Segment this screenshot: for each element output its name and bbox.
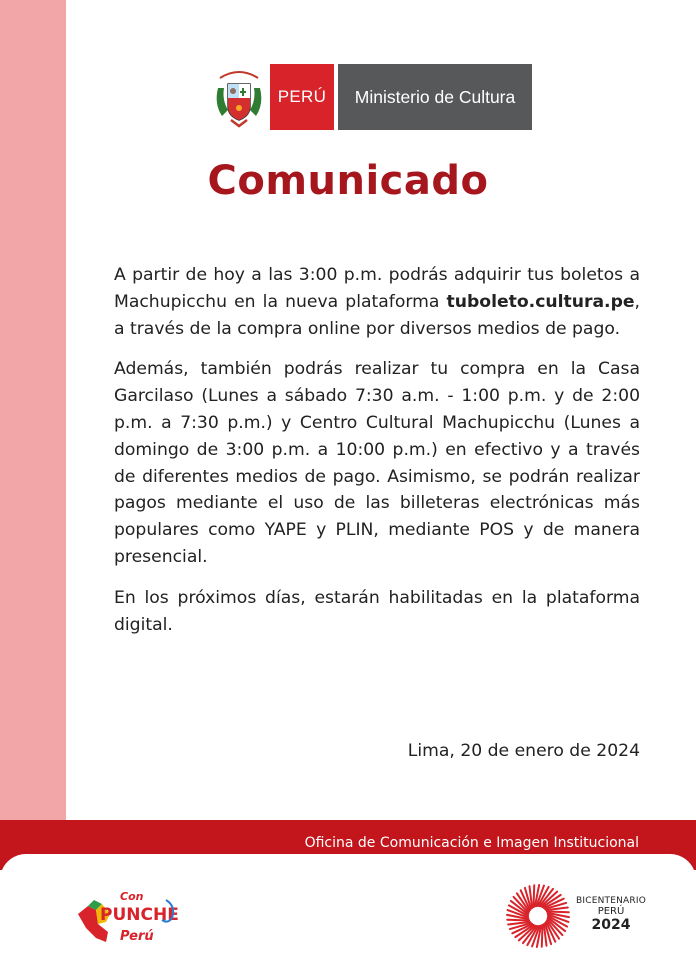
paragraph-3: En los próximos días, estarán habilitadas en la plataforma digital. <box>114 587 640 635</box>
peru-label: PERÚ <box>277 87 327 106</box>
con-punche-peru-logo-icon <box>72 884 182 950</box>
svg-text:PUNCHE: PUNCHE <box>100 905 179 925</box>
peru-brand-box <box>270 64 334 130</box>
bicentenario-burst-icon <box>504 882 572 950</box>
bicentenario-line-2: PERÚ <box>597 906 625 917</box>
bicentenario-line-3: 2024 <box>591 917 631 933</box>
svg-text:Perú: Perú <box>120 929 154 944</box>
dateline: Lima, 20 de enero de 2024 <box>407 741 640 761</box>
bicentenario-text <box>576 896 646 933</box>
paragraph-1-end: , a través de la compra online por diversos medios de pago. <box>114 291 640 339</box>
peru-coat-of-arms-icon <box>214 64 264 130</box>
ticket-website: tuboleto.cultura.pe <box>446 291 635 312</box>
bicentenario-line-1: BICENTENARIO <box>576 896 646 906</box>
bicentenario-logo <box>504 882 644 952</box>
paragraph-1 <box>114 262 640 342</box>
left-decorative-stripe <box>0 0 66 820</box>
paragraph-1-intro: A partir de hoy a las 3:00 p.m. podrás adquirir tus boletos a Machupicchu en la nueva plataforma <box>114 265 640 312</box>
ministry-name-box <box>338 64 532 130</box>
office-name: Oficina de Comunicación e Imagen Institucional <box>304 835 639 851</box>
communique-body <box>114 262 640 652</box>
ministry-label: Ministerio de Cultura <box>354 86 516 107</box>
svg-text:Con: Con <box>120 890 144 903</box>
page-title: Comunicado <box>207 158 489 204</box>
ministry-logo <box>214 64 532 130</box>
paragraph-2: Además, también podrás realizar tu compra en la Casa Garcilaso (Lunes a sábado 7:30 a.m. - 1:00 p.m. y de 2:00 p.m. a 7:30 p.m.) y Centro Cultural Machupicchu (Lunes a domingo de 3:00 p.m. a 10:00 p.m.) en efectivo y a través de diferentes medios de pago. Asimismo, se podrán realizar pagos mediante el uso de las billeteras electrónicas más populares como YAPE y PLIN, mediante POS y de manera presencial. <box>114 359 640 567</box>
